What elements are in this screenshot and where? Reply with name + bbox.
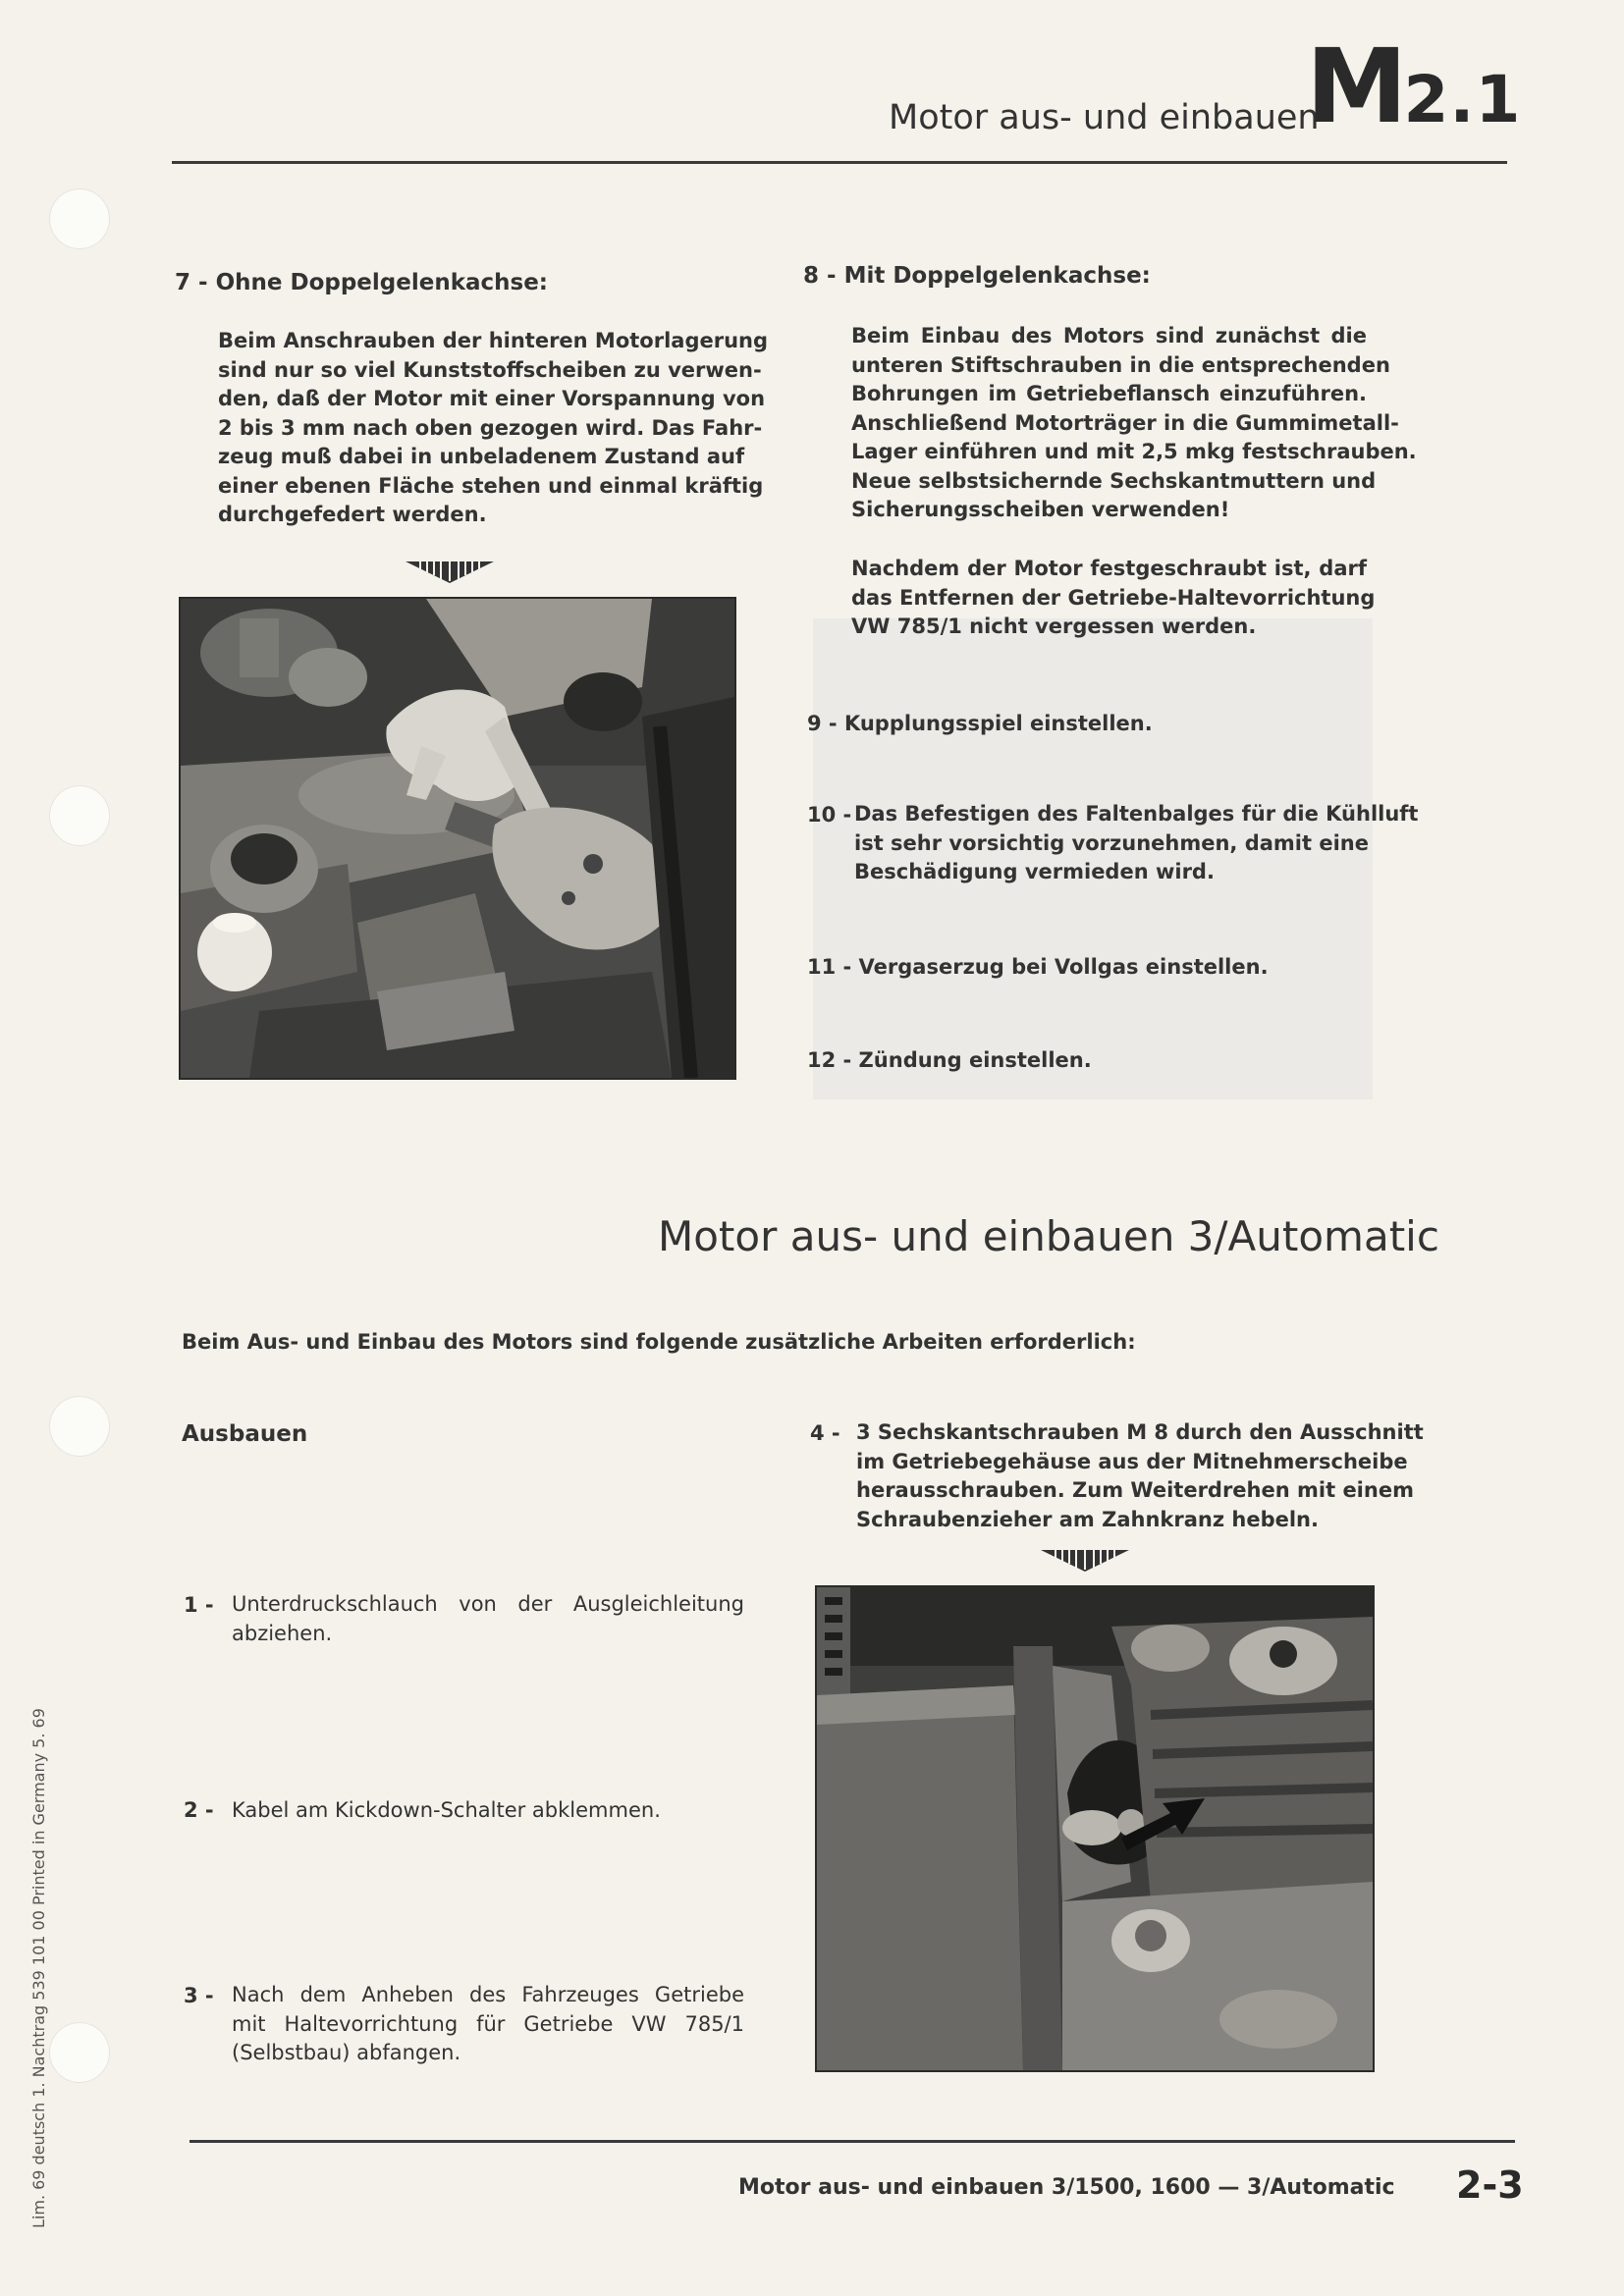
punch-hole: [49, 785, 110, 846]
text-line: ist sehr vorsichtig vorzunehmen, damit eine: [854, 830, 1369, 855]
step-10-number: 10 -: [807, 803, 852, 827]
transmission-photo: [815, 1585, 1375, 2072]
step-3-number: 3 -: [184, 1984, 214, 2007]
punch-hole: [49, 1396, 110, 1457]
step-9: 9 - Kupplungsspiel einstellen.: [807, 712, 1153, 735]
subheading-ausbauen: Ausbauen: [182, 1421, 308, 1447]
footer-title: Motor aus- und einbauen 3/1500, 1600 — 3/Automatic: [738, 2175, 1395, 2200]
text-line: zeug muß dabei in unbeladenem Zustand auf: [218, 445, 745, 468]
header-rule: [172, 161, 1507, 164]
step-8-text: [851, 322, 1417, 525]
page-header-title: Motor aus- und einbauen: [889, 98, 1320, 137]
text-line: unteren Stiftschrauben in die entsprechenden: [851, 352, 1390, 377]
section-code: [1306, 27, 1522, 146]
text-line: Sicherungsscheiben verwenden!: [851, 498, 1230, 521]
step-11: 11 - Vergaserzug bei Vollgas einstellen.: [807, 955, 1269, 979]
step-3-text: [232, 1981, 744, 2068]
section-code-letter: M: [1306, 27, 1404, 146]
text-line: Nachdem der Motor festgeschraubt ist, darf: [851, 557, 1367, 580]
text-line: Neue selbstsichernde Sechskantmuttern und: [851, 468, 1377, 493]
punch-hole: [49, 188, 110, 249]
step-2-text: Kabel am Kickdown-Schalter abklemmen.: [232, 1798, 661, 1822]
step-1-number: 1 -: [184, 1593, 214, 1617]
text-line: mit Haltevorrichtung für Getriebe VW 785/1: [232, 2011, 744, 2036]
engine-mount-photo-image: [181, 599, 734, 1078]
transmission-photo-image: [817, 1587, 1373, 2070]
text-line: Anschließend Motorträger in die Gummimetall-: [851, 410, 1399, 435]
footer-rule: [189, 2140, 1515, 2143]
step-1-text: [232, 1590, 744, 1648]
text-line: (Selbstbau) abfangen.: [232, 2041, 461, 2064]
text-line: 3 Sechskantschrauben M 8 durch den Ausschnitt: [856, 1420, 1424, 1444]
arrow-down-icon: [1041, 1548, 1129, 1572]
text-line: Das Befestigen des Faltenbalges für die Kühlluft: [854, 802, 1419, 826]
step-4-number: 4 -: [810, 1421, 840, 1445]
section-code-number: 2.1: [1403, 62, 1522, 137]
step-12: 12 - Zündung einstellen.: [807, 1048, 1092, 1072]
step-8-heading: 8 - Mit Doppelgelenkachse:: [803, 263, 1151, 289]
text-line: abziehen.: [232, 1621, 333, 1645]
step-4-text: [856, 1418, 1424, 1534]
print-sidenote: Lim. 69 deutsch 1. Nachtrag 539 101 00 Printed in Germany 5. 69: [29, 1708, 48, 2228]
text-line: Beim Einbau des Motors sind zunächst die: [851, 324, 1367, 347]
engine-mount-photo: [179, 597, 736, 1080]
text-line: einer ebenen Fläche stehen und einmal kräftig: [218, 473, 764, 498]
step-10-text: [854, 800, 1419, 887]
page-number: 2-3: [1456, 2163, 1524, 2207]
text-line: Bohrungen im Getriebeflansch einzuführen.: [851, 382, 1367, 405]
step-7-text: [218, 327, 769, 530]
text-line: Lager einführen und mit 2,5 mkg festschrauben.: [851, 440, 1417, 463]
step-8-note: [851, 555, 1376, 642]
text-line: im Getriebegehäuse aus der Mitnehmerscheibe: [856, 1449, 1408, 1473]
arrow-down-icon: [406, 560, 494, 583]
text-line: Unterdruckschlauch von der Ausgleichleitung: [232, 1592, 744, 1616]
step-7-heading: 7 - Ohne Doppelgelenkachse:: [175, 270, 549, 295]
section-title: Motor aus- und einbauen 3/Automatic: [658, 1212, 1439, 1260]
punch-hole: [49, 2022, 110, 2083]
text-line: 2 bis 3 mm nach oben gezogen wird. Das Fahr-: [218, 415, 763, 440]
text-line: Beim Anschrauben der hinteren Motorlagerung: [218, 329, 769, 352]
section-intro: Beim Aus- und Einbau des Motors sind folgende zusätzliche Arbeiten erforderlich:: [182, 1330, 1136, 1354]
text-line: Schraubenzieher am Zahnkranz hebeln.: [856, 1507, 1319, 1531]
text-line: Beschädigung vermieden wird.: [854, 860, 1215, 883]
text-line: VW 785/1 nicht vergessen werden.: [851, 614, 1257, 638]
text-line: sind nur so viel Kunststoffscheiben zu verwen-: [218, 357, 762, 382]
text-line: herausschrauben. Zum Weiterdrehen mit einem: [856, 1478, 1414, 1502]
text-line: den, daß der Motor mit einer Vorspannung von: [218, 387, 766, 410]
step-2-number: 2 -: [184, 1798, 214, 1822]
text-line: durchgefedert werden.: [218, 503, 487, 526]
text-line: Nach dem Anheben des Fahrzeuges Getriebe: [232, 1983, 744, 2006]
text-line: das Entfernen der Getriebe-Haltevorrichtung: [851, 585, 1376, 610]
